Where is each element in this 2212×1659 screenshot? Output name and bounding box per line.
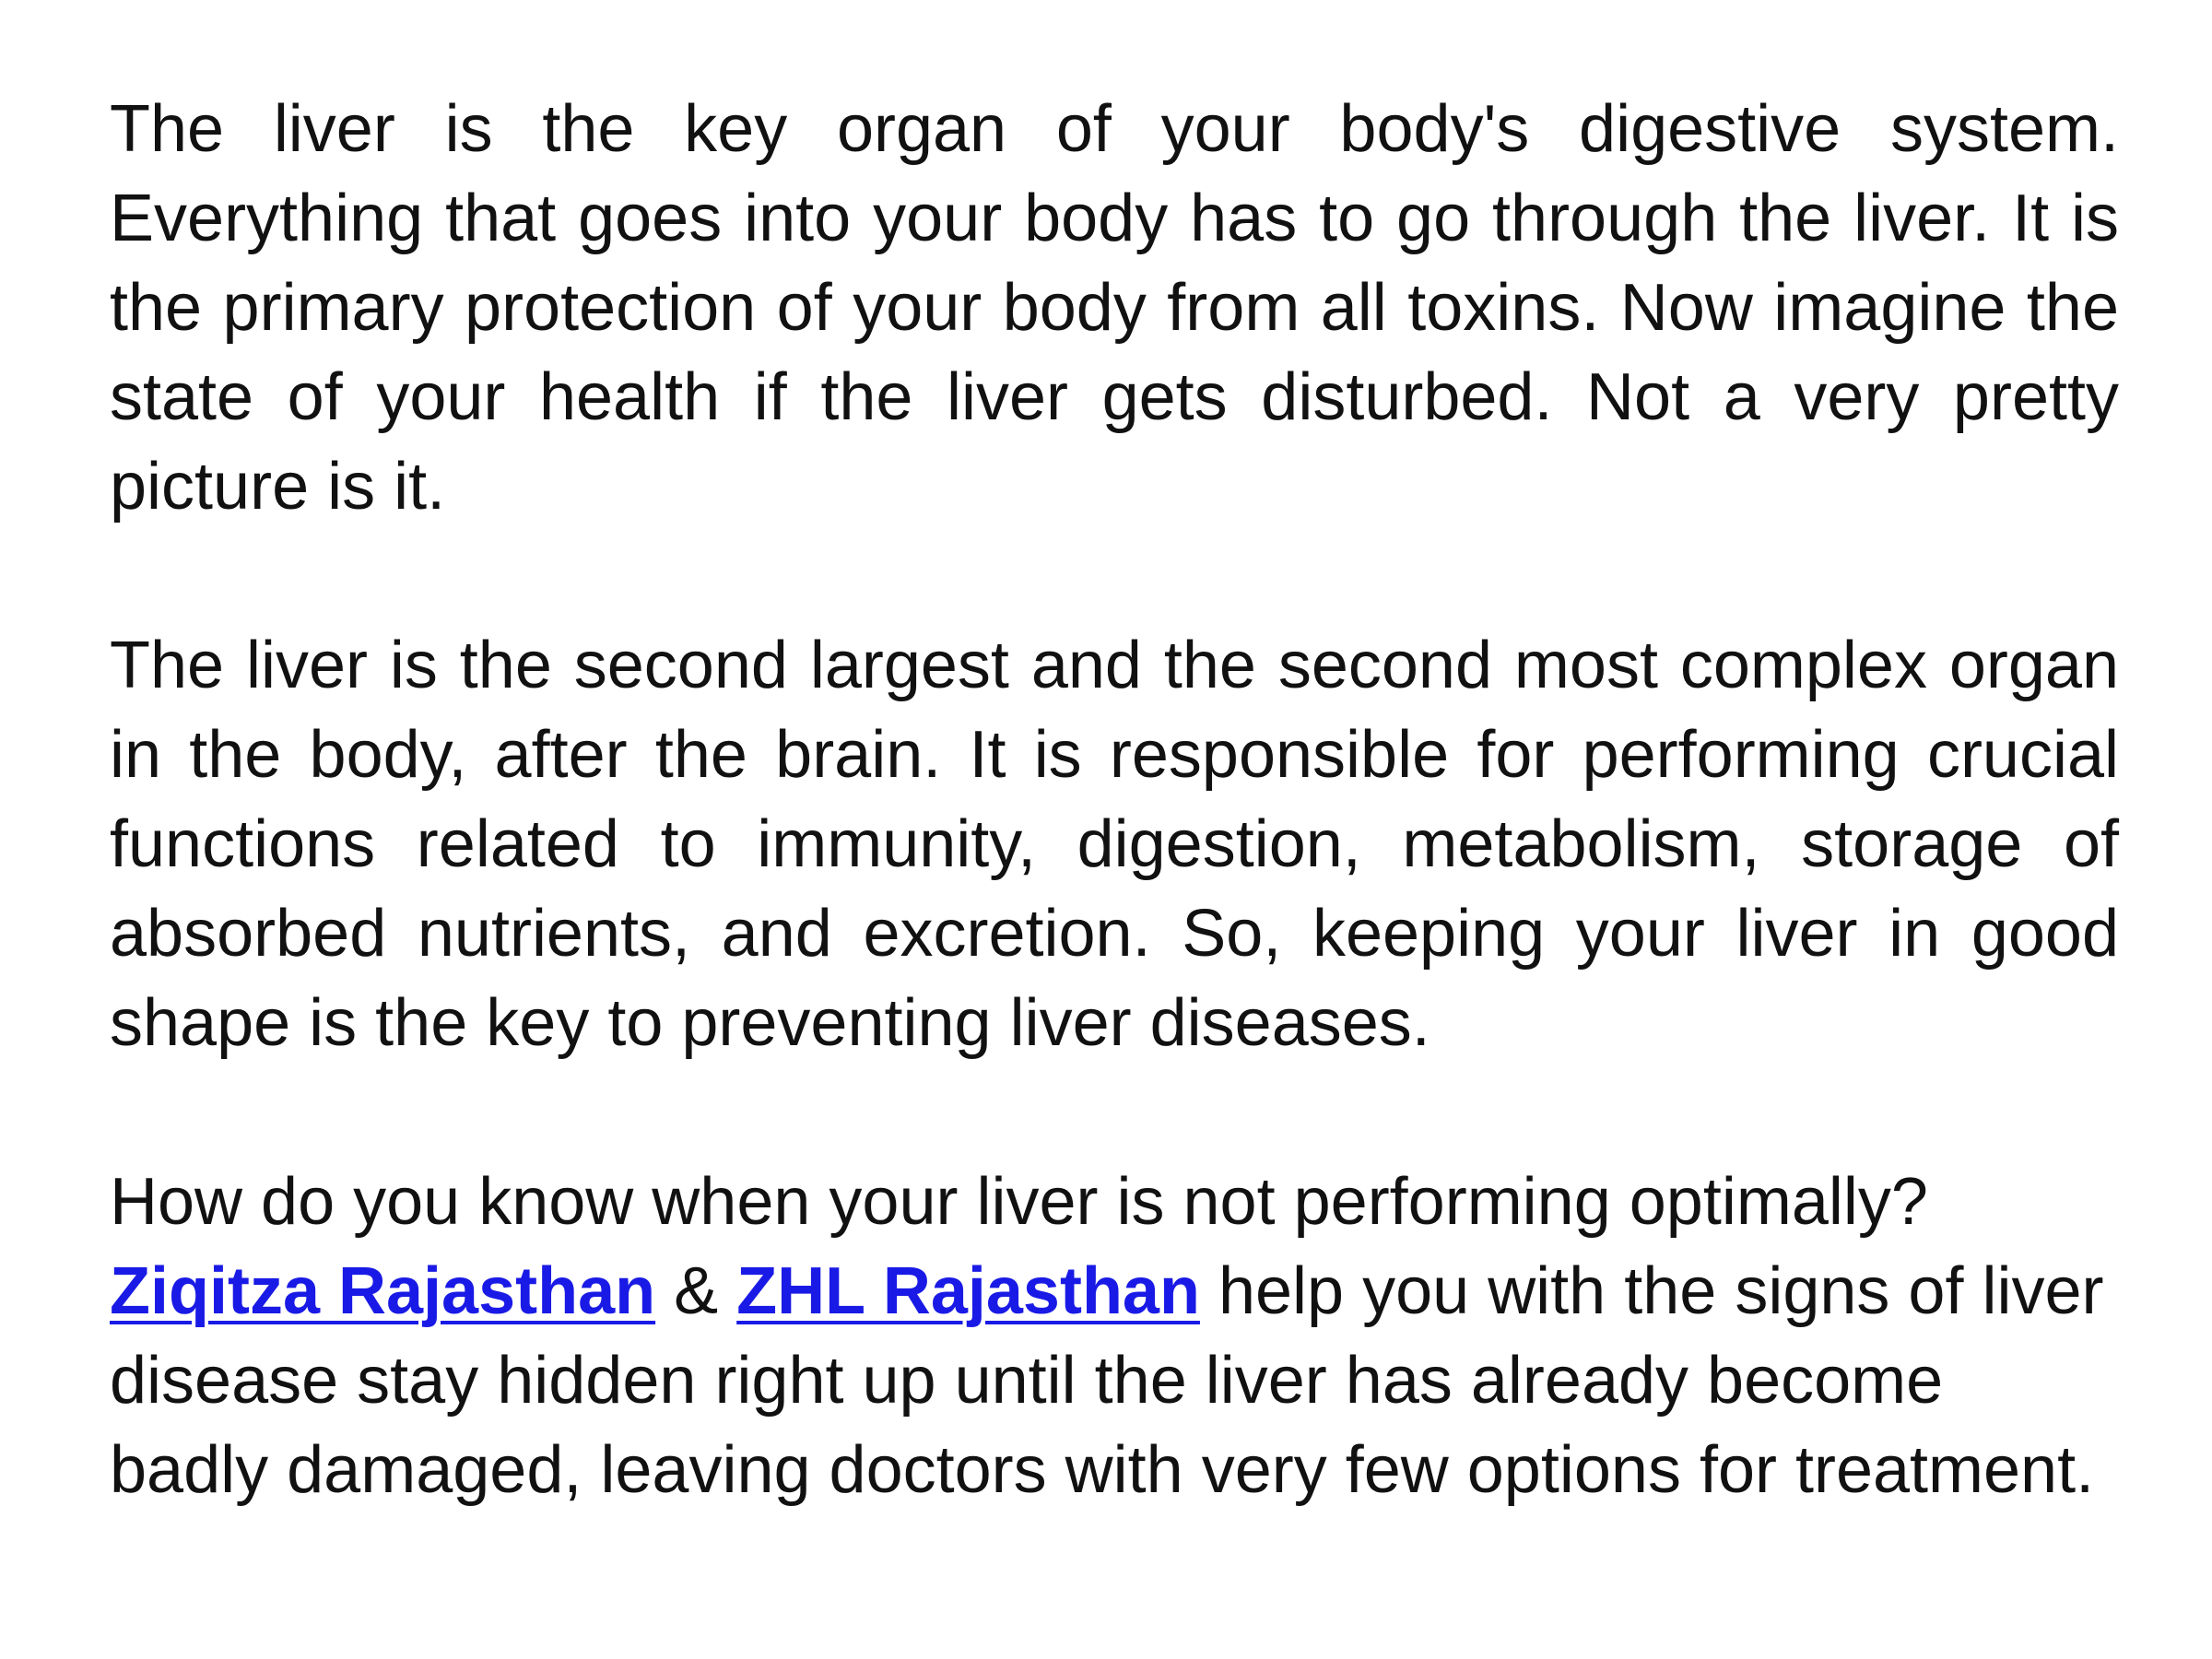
ziqitza-rajasthan-link[interactable]: Ziqitza Rajasthan [110, 1254, 656, 1328]
paragraph-liver-functions: The liver is the second largest and the second most complex organ in the body, after the brain. It is responsible for performing crucial functions related to immunity, digestion, metabolism, storage of absorbed nutrients, and excretion. So, keeping your liver in good shape is the key to preventing liver diseases. [110, 629, 2119, 1060]
ampersand-text: & [674, 1254, 719, 1328]
document-page [110, 85, 2119, 1515]
paragraph-liver-intro: The liver is the key organ of your body's digestive system. Everything that goes into your body has to go through the liver. It is the primary protection of your body from all toxins. Now imagine the state of your health if the liver gets disturbed. Not a very pretty picture is it. [110, 92, 2119, 524]
paragraph-signs-intro: How do you know when your liver is not performing optimally? [110, 1165, 1928, 1239]
paragraph-liver-signs [110, 1158, 2119, 1515]
zhl-rajasthan-link[interactable]: ZHL Rajasthan [736, 1254, 1200, 1328]
paragraph-signs-rest: help you with the signs of liver disease stay hidden right up until the liver has already become badly damaged, leaving doctors with very few options for treatment. [110, 1254, 2104, 1507]
